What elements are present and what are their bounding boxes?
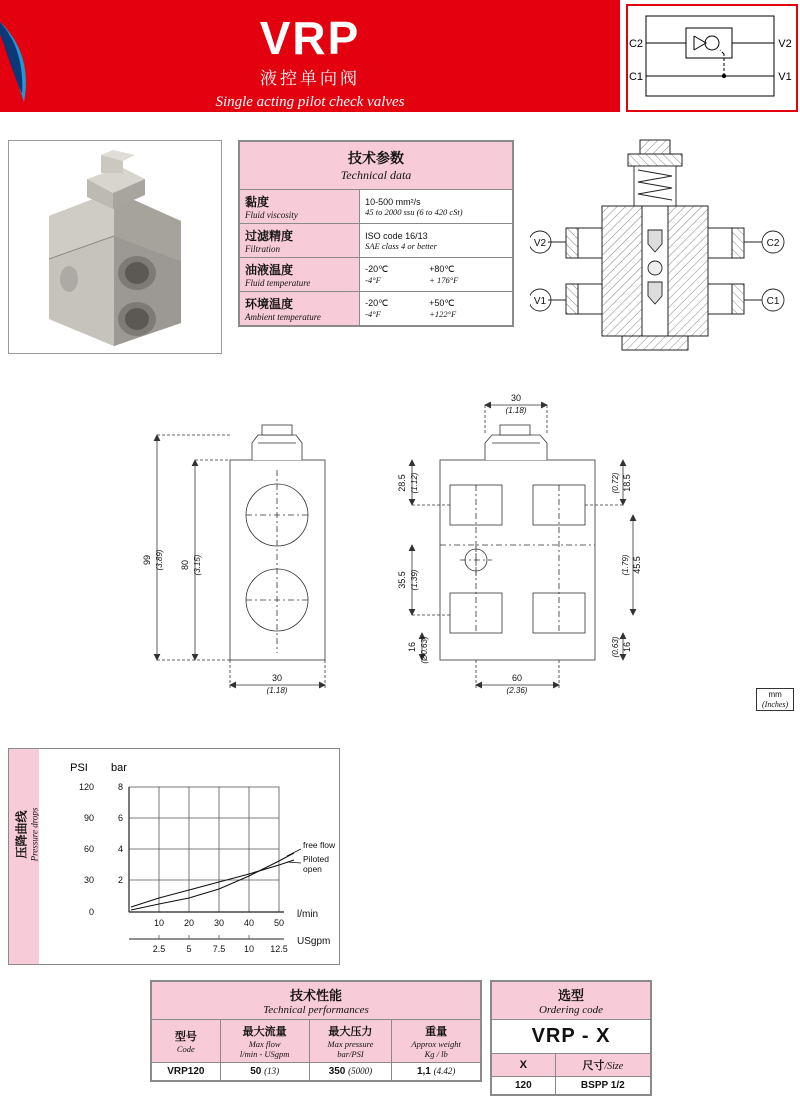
value-primary: 10-500 mm²/s [365, 196, 421, 207]
chart-xtick2-7.5: 7.5 [212, 944, 226, 954]
cell-flow [220, 1063, 309, 1081]
label-en: Fluid temperature [245, 278, 311, 288]
col-weight-cn: 重量 [425, 1026, 448, 1038]
dim-side-d1-mm: 28.5 [397, 474, 407, 492]
table-header-row [152, 1020, 481, 1063]
col-code-en: Code [176, 1044, 195, 1054]
units-top: mm [756, 688, 794, 700]
dim-side-width-in: (2.36) [506, 686, 528, 695]
header-titles [0, 0, 620, 111]
cell-pressure-alt: (5000) [348, 1066, 373, 1076]
technical-data-header [240, 142, 513, 190]
chart-xtick-10: 10 [153, 918, 165, 928]
table-header-row [492, 1054, 651, 1077]
value-min-c: -20℃ [365, 264, 389, 274]
chart-xtick2-5: 5 [186, 944, 192, 954]
cell-weight-alt: (4.42) [433, 1066, 456, 1076]
pressure-drop-chart [8, 748, 340, 965]
chart-title-cn: 压降曲线 [14, 810, 29, 859]
ordering-col-size-en: /Size [604, 1061, 624, 1072]
ordering-row-x: 120 [492, 1077, 556, 1095]
technical-performance-table [150, 980, 482, 1082]
svg-text:V1: V1 [778, 71, 792, 83]
value-min-f: -4°F [365, 275, 381, 285]
chart-xtick-20: 20 [183, 918, 195, 928]
col-pressure-units: bar/PSI [337, 1049, 364, 1059]
col-pressure-cn: 最大压力 [328, 1026, 373, 1038]
dim-side-top-in: (1.18) [505, 406, 527, 415]
value-secondary: SAE class 4 or better [365, 240, 437, 251]
dim-side-r2-mm: 45.5 [632, 556, 642, 574]
page-subtitle-cn: 液控单向阀 [260, 69, 360, 88]
dim-side-width-mm: 60 [511, 673, 523, 683]
chart-legend-free-flow: free flow [303, 840, 336, 850]
dim-side-d3-in: (Ø0.63) [420, 636, 429, 664]
chart-xtick-30: 30 [213, 918, 225, 928]
dim-side-r2-in: (1.79) [621, 554, 630, 576]
label-cn: 黏度 [245, 195, 270, 209]
col-max-pressure [309, 1020, 392, 1063]
col-flow-cn: 最大流量 [242, 1026, 287, 1038]
value-max-f: +122°F [429, 309, 457, 319]
chart-xtick2-2.5: 2.5 [152, 944, 166, 954]
col-flow-units: l/min - USgpm [239, 1049, 290, 1059]
product-photo [8, 140, 222, 354]
page-subtitle-en: Single acting pilot check valves [215, 94, 405, 110]
cell-pressure-value: 350 [328, 1066, 346, 1077]
chart-ytick-bar-2: 2 [117, 875, 123, 885]
chart-axis-bar: bar [111, 762, 127, 774]
label-en: Filtration [245, 244, 281, 254]
chart-axis-psi: PSI [70, 762, 88, 774]
col-code [152, 1020, 221, 1063]
dim-front-width-in: (1.18) [266, 686, 288, 695]
table-row [240, 224, 513, 258]
chart-ytick-bar-6: 6 [117, 813, 123, 823]
section-label-v2: V2 [533, 238, 547, 249]
chart-ytick-psi-0: 0 [88, 907, 94, 917]
dim-front-height-in: (3.89) [155, 549, 164, 571]
svg-text:V2: V2 [778, 38, 792, 50]
dim-side-d2-mm: 35.5 [397, 571, 407, 589]
section-label-c1: C1 [766, 296, 780, 307]
cell-flow-alt: (13) [264, 1066, 280, 1076]
chart-series-free-flow [131, 853, 294, 910]
chart-title-en: Pressure drops [29, 807, 40, 862]
chart-ytick-bar-4: 4 [117, 844, 123, 854]
value-min-c: -20℃ [365, 298, 389, 308]
chart-plot-area [39, 749, 339, 964]
value-secondary: 45 to 2000 ssu (6 to 420 cSt) [365, 206, 463, 217]
svg-text:C1: C1 [628, 71, 644, 83]
dim-front-inner-in: (3.15) [193, 554, 202, 576]
page-title: VRP [259, 12, 361, 64]
dim-front-width-mm: 30 [271, 673, 283, 683]
ordering-row-size: BSPP 1/2 [555, 1077, 650, 1095]
dim-side-d3-mm: 16 [407, 641, 417, 653]
ordering-code-table [490, 980, 652, 1096]
row-value-viscosity [360, 190, 513, 224]
chart-ytick-psi-120: 120 [78, 782, 94, 792]
chart-xlabel-usgpm: USgpm [297, 936, 331, 947]
chart-ytick-psi-90: 90 [83, 813, 94, 823]
col-flow-en: Max flow [248, 1039, 281, 1049]
chart-xtick-50: 50 [273, 918, 285, 928]
technical-data-title-en: Technical data [340, 168, 412, 182]
chart-xtick2-12.5: 12.5 [270, 944, 288, 954]
dim-front-height-mm: 99 [142, 554, 152, 566]
col-code-cn: 型号 [174, 1031, 197, 1043]
row-label-viscosity [240, 190, 360, 224]
chart-legend-piloted-open: Piloted open [303, 854, 329, 874]
technical-data-title-cn: 技术参数 [348, 150, 404, 166]
col-weight-units: Kg / lb [424, 1049, 448, 1059]
value-max-c: +50℃ [429, 298, 455, 308]
row-label-filtration [240, 224, 360, 258]
cell-weight-value: 1,1 [416, 1066, 431, 1077]
label-en: Fluid viscosity [245, 210, 298, 220]
table-row [152, 1063, 481, 1081]
ordering-code: VRP - X [492, 1020, 651, 1054]
dim-side-d2-in: (1.39) [410, 569, 419, 591]
value-primary: ISO code 16/13 [365, 230, 428, 241]
chart-side-title [9, 749, 39, 964]
label-cn: 环境温度 [245, 297, 294, 311]
row-value-filtration [360, 224, 513, 258]
chart-xtick2-10: 10 [243, 944, 255, 954]
row-value-ambient-temperature [360, 292, 513, 326]
dim-side-r1-in: (0.72) [611, 472, 620, 494]
dim-front-inner-mm: 80 [180, 559, 190, 571]
col-weight [392, 1020, 481, 1063]
ordering-col-size-cn: 尺寸 [582, 1060, 605, 1072]
page-header [0, 0, 620, 112]
performance-title-cn: 技术性能 [289, 988, 342, 1003]
dim-side-d1-in: (1.12) [410, 472, 419, 494]
row-label-fluid-temperature [240, 258, 360, 292]
cell-flow-value: 50 [250, 1066, 262, 1077]
col-pressure-en: Max pressure [327, 1039, 374, 1049]
units-bottom: (Inches) [756, 700, 794, 711]
section-label-v1: V1 [533, 296, 547, 307]
dim-side-r3-in: (0.63) [611, 636, 620, 658]
label-en: Ambient temperature [245, 312, 321, 322]
ordering-col-size [555, 1054, 650, 1077]
table-row [492, 1077, 651, 1095]
cell-code: VRP120 [152, 1063, 221, 1081]
chart-ytick-bar-8: 8 [117, 782, 123, 792]
chart-series-piloted-open [131, 860, 294, 907]
ordering-title-en: Ordering code [538, 1004, 604, 1016]
label-cn: 过滤精度 [245, 229, 294, 243]
hydraulic-schematic [626, 4, 798, 112]
performance-header [152, 982, 481, 1020]
ordering-title-cn: 选型 [557, 988, 584, 1003]
ordering-header [492, 982, 651, 1020]
value-max-f: + 176°F [429, 275, 459, 285]
cross-section-drawing [530, 132, 796, 372]
chart-ytick-psi-60: 60 [83, 844, 94, 854]
cell-weight [392, 1063, 481, 1081]
ordering-col-x: X [492, 1054, 556, 1077]
row-value-fluid-temperature [360, 258, 513, 292]
technical-data-table [238, 140, 514, 327]
cell-pressure [309, 1063, 392, 1081]
value-max-c: +80℃ [429, 264, 455, 274]
value-min-f: -4°F [365, 309, 381, 319]
row-label-ambient-temperature [240, 292, 360, 326]
dimension-drawings [100, 385, 800, 735]
dim-side-r3-mm: 16 [622, 641, 632, 653]
chart-ytick-psi-30: 30 [83, 875, 94, 885]
performance-title-en: Technical performances [263, 1004, 369, 1016]
dim-side-top-mm: 30 [510, 393, 522, 403]
label-cn: 油液温度 [245, 263, 294, 277]
dim-side-r1-mm: 18.5 [622, 474, 632, 492]
col-weight-en: Approx weight [411, 1039, 461, 1049]
units-box [756, 688, 794, 711]
col-max-flow [220, 1020, 309, 1063]
table-row [240, 292, 513, 326]
svg-text:C2: C2 [628, 38, 644, 50]
table-row [240, 190, 513, 224]
chart-xtick-40: 40 [243, 918, 255, 928]
table-row [240, 258, 513, 292]
section-label-c2: C2 [766, 238, 780, 249]
chart-xlabel-lmin: l/min [297, 909, 319, 920]
